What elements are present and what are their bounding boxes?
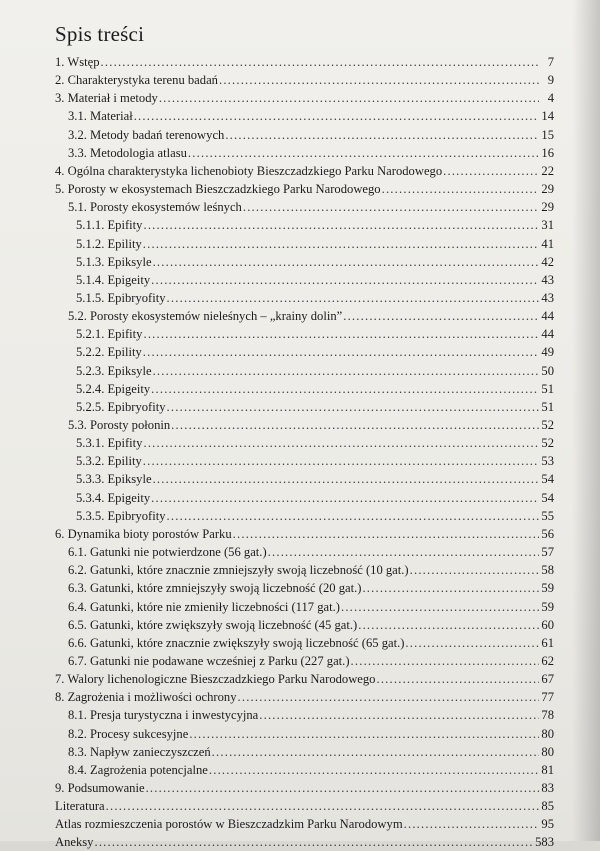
toc-leader-dots: [106, 797, 539, 815]
toc-entry-label: 5.1.4. Epigeity: [76, 272, 151, 287]
toc-leader-dots: [151, 271, 539, 289]
toc-entry-label: 5.1.5. Epibryofity: [76, 290, 166, 305]
toc-leader-dots: [376, 670, 539, 688]
toc-entry: [55, 162, 554, 180]
toc-entry-label: 6.3. Gatunki, które zmniejszyły swoją liczebność (20 gat.): [68, 581, 362, 596]
toc-entry-page: 80: [541, 744, 554, 759]
toc-entry-page: 43: [541, 290, 554, 305]
toc-entry-label: 5.3.2. Epility: [76, 454, 142, 469]
toc-leader-dots: [143, 434, 539, 452]
toc-leader-dots: [219, 71, 539, 89]
toc-leader-dots: [153, 253, 539, 271]
page-shadow: [572, 0, 600, 841]
toc-entry: [76, 216, 554, 234]
toc-entry-label: 5.3.3. Epiksyle: [76, 472, 152, 487]
toc-entry: [76, 235, 554, 253]
toc-entry-label: 8. Zagrożenia i możliwości ochrony: [55, 690, 237, 705]
toc-leader-dots: [151, 380, 539, 398]
toc-entry-label: 9. Podsumowanie: [55, 781, 145, 795]
toc-entry-label: Literatura: [55, 799, 105, 814]
toc-leader-dots: [343, 307, 539, 325]
toc-leader-dots: [268, 543, 539, 561]
toc-entry-label: 3.3. Metodologia atlasu: [68, 145, 187, 160]
toc-entry-label: 5.1.2. Epility: [76, 236, 142, 251]
toc-entry-page: 22: [541, 163, 554, 178]
toc-entry: [55, 71, 554, 89]
toc-entry-page: 50: [541, 363, 554, 378]
toc-entry-page: 44: [541, 327, 554, 342]
toc-entry: [68, 598, 554, 616]
toc-entry-page: 44: [541, 309, 554, 324]
toc-entry-label: 6.5. Gatunki, które zwiększyły swoją liczebność (45 gat.): [68, 617, 358, 632]
toc-entry-label: 5.3.1. Epifity: [76, 436, 143, 451]
toc-entry: [68, 416, 554, 434]
toc-entry: [68, 543, 554, 561]
toc-entry: [55, 670, 554, 688]
toc-leader-dots: [259, 706, 539, 724]
toc-entry-page: 42: [541, 254, 554, 269]
toc-entry: [68, 307, 554, 325]
toc-entry: [76, 507, 554, 525]
toc-entry-label: 6.7. Gatunki nie podawane wcześniej z Parku (227 gat.): [68, 653, 350, 668]
toc-entry-page: 55: [541, 508, 554, 523]
toc-leader-dots: [143, 452, 539, 470]
toc-entry-label: 5.3.5. Epibryofity: [76, 508, 166, 523]
toc-entry-label: 6.1. Gatunki nie potwierdzone (56 gat.): [68, 545, 267, 560]
toc-entry-label: 6. Dynamika bioty porostów Parku: [55, 526, 232, 541]
toc-entry-page: 85: [541, 799, 554, 814]
toc-leader-dots: [225, 126, 539, 144]
toc-leader-dots: [101, 53, 539, 71]
toc-leader-dots: [243, 198, 539, 216]
toc-entry: [68, 616, 554, 634]
toc-entry-label: 6.2. Gatunki, które znacznie zmniejszyły swoją liczebność (10 gat.): [68, 563, 409, 578]
toc-entry-page: 51: [541, 381, 554, 396]
toc-entry-page: 16: [541, 145, 554, 160]
toc-entry-label: 3.2. Metody badań terenowych: [68, 127, 225, 142]
toc-leader-dots: [188, 144, 539, 162]
toc-entry-page: 29: [541, 182, 554, 197]
toc-entry-label: 5.1.1. Epifity: [76, 218, 143, 233]
toc-entry: [76, 271, 554, 289]
toc-entry: [68, 579, 554, 597]
toc-entry-page: 83: [541, 781, 554, 795]
toc-entry: [76, 434, 554, 452]
toc-entry-page: 59: [541, 581, 554, 596]
toc-entry-page: 61: [541, 635, 554, 650]
toc-entry: [76, 452, 554, 470]
toc-entry: [76, 470, 554, 488]
toc-entry-label: 5.1. Porosty ekosystemów leśnych: [68, 200, 242, 215]
toc-entry-label: 6.6. Gatunki, które znacznie zwiększyły swoją liczebność (65 gat.): [68, 635, 405, 650]
toc-entry-label: 5.3. Porosty połonin: [68, 418, 171, 432]
toc-entry: [55, 833, 554, 851]
toc-entry-page: 67: [541, 672, 554, 687]
toc-leader-dots: [171, 416, 539, 434]
toc-entry-label: 5. Porosty w ekosystemach Bieszczadzkiego Parku Narodowego: [55, 182, 381, 197]
toc-entry: [68, 743, 554, 761]
toc-entry-page: 7: [547, 55, 554, 69]
toc-entry-label: 3.1. Materiał: [68, 109, 133, 124]
toc-entry-label: 1. Wstęp: [55, 55, 100, 69]
toc-entry-page: 81: [541, 762, 554, 777]
toc-entry-page: 62: [541, 653, 554, 668]
toc-entry: [76, 253, 554, 271]
toc-leader-dots: [212, 743, 539, 761]
toc-entry-label: 2. Charakterystyka terenu badań: [55, 73, 218, 88]
toc-entry: [76, 398, 554, 416]
toc-entry-page: 80: [541, 726, 554, 741]
toc-entry-label: 5.2.2. Epility: [76, 345, 142, 360]
toc-leader-dots: [341, 598, 539, 616]
toc-entry: [55, 180, 554, 198]
toc-entry-page: 43: [541, 272, 554, 287]
toc-entry-label: 5.3.4. Epigeity: [76, 490, 151, 505]
toc-entry: [68, 144, 554, 162]
toc-entry-page: 29: [541, 200, 554, 215]
toc-entry-page: 78: [541, 708, 554, 723]
toc-leader-dots: [362, 579, 539, 597]
toc-entry: [55, 53, 554, 71]
toc-entry-page: 31: [541, 218, 554, 233]
toc-entry-label: 5.1.3. Epiksyle: [76, 254, 152, 269]
toc-entry: [68, 761, 554, 779]
toc-entry: [76, 289, 554, 307]
toc-entry-page: 15: [541, 127, 554, 142]
toc-leader-dots: [167, 507, 539, 525]
toc-entry-page: 52: [541, 436, 554, 451]
toc-entry-label: Atlas rozmieszczenia porostów w Bieszczadzkim Parku Narodowym: [55, 817, 403, 832]
toc-leader-dots: [151, 489, 539, 507]
toc-entry-page: 14: [541, 109, 554, 124]
toc-leader-dots: [405, 634, 539, 652]
toc-entry-label: 4. Ogólna charakterystyka lichenobioty Bieszczadzkiego Parku Narodowego: [55, 163, 443, 178]
toc-entry-page: 54: [541, 490, 554, 505]
toc-entry-page: 4: [547, 91, 554, 106]
toc-leader-dots: [143, 235, 539, 253]
toc-leader-dots: [382, 180, 539, 198]
toc-leader-dots: [167, 289, 539, 307]
toc-entry-label: 8.2. Procesy sukcesyjne: [68, 726, 189, 741]
toc-entry-page: 95: [541, 817, 554, 832]
toc-entry-page: 56: [541, 526, 554, 541]
toc-entry: [55, 815, 554, 833]
toc-entry-label: 5.2.1. Epifity: [76, 327, 143, 342]
toc-leader-dots: [404, 815, 539, 833]
toc-leader-dots: [146, 779, 539, 797]
toc-entry: [55, 688, 554, 706]
toc-leader-dots: [143, 325, 539, 343]
toc-entry: [68, 126, 554, 144]
toc-leader-dots: [153, 362, 539, 380]
toc-entry-label: 7. Walory lichenologiczne Bieszczadzkiego Parku Narodowego: [55, 672, 376, 687]
toc-entry-page: 54: [541, 472, 554, 487]
toc-leader-dots: [143, 343, 539, 361]
toc-entry-label: 5.2.5. Epibryofity: [76, 399, 166, 414]
toc-entry: [76, 362, 554, 380]
toc-entry-label: 6.4. Gatunki, które nie zmieniły liczebności (117 gat.): [68, 599, 340, 614]
toc-leader-dots: [143, 216, 539, 234]
toc-leader-dots: [410, 561, 539, 579]
toc-entry: [76, 325, 554, 343]
toc-entry-page: 583: [535, 835, 554, 850]
toc-entry-label: 5.2.4. Epigeity: [76, 381, 151, 396]
toc-leader-dots: [443, 162, 539, 180]
toc-entry-label: 8.1. Presja turystyczna i inwestycyjna: [68, 708, 259, 723]
toc-leader-dots: [189, 725, 539, 743]
toc-entry-page: 77: [541, 690, 554, 705]
toc-leader-dots: [159, 89, 539, 107]
toc-entry-page: 49: [541, 345, 554, 360]
toc-entry-label: 8.4. Zagrożenia potencjalne: [68, 762, 208, 777]
toc-leader-dots: [238, 688, 539, 706]
toc-leader-dots: [351, 652, 539, 670]
toc-leader-dots: [209, 761, 539, 779]
toc-entry-page: 52: [541, 418, 554, 432]
toc-entry-label: 8.3. Napływ zanieczyszczeń: [68, 744, 211, 759]
toc-entry: [76, 489, 554, 507]
toc-entry: [55, 525, 554, 543]
toc-entry-page: 59: [541, 599, 554, 614]
toc-entry-page: 53: [541, 454, 554, 469]
toc-entry-page: 9: [547, 73, 554, 88]
toc-leader-dots: [358, 616, 539, 634]
toc-entry-page: 60: [541, 617, 554, 632]
toc-leader-dots: [134, 107, 539, 125]
toc-entry: [68, 198, 554, 216]
toc-entry-label: 3. Materiał i metody: [55, 91, 158, 106]
page-title: Spis treści: [55, 22, 145, 46]
toc-entry-page: 58: [541, 563, 554, 578]
toc-leader-dots: [167, 398, 539, 416]
toc-leader-dots: [233, 525, 539, 543]
toc-entry: [55, 779, 554, 797]
toc-entry: [76, 380, 554, 398]
toc-entry: [68, 107, 554, 125]
toc-entry-page: 51: [541, 399, 554, 414]
toc-entry-page: 57: [541, 545, 554, 560]
toc-entry: [68, 725, 554, 743]
toc-leader-dots: [94, 833, 534, 851]
toc-entry: [55, 89, 554, 107]
toc-entry: [76, 343, 554, 361]
toc-entry-page: 41: [541, 236, 554, 251]
toc-entry: [68, 561, 554, 579]
toc-entry: [55, 797, 554, 815]
toc-entry-label: 5.2.3. Epiksyle: [76, 363, 152, 378]
toc-entry-label: 5.2. Porosty ekosystemów nieleśnych – „krainy dolin”: [68, 309, 343, 324]
toc-leader-dots: [153, 470, 539, 488]
toc-entry: [68, 652, 554, 670]
toc-entry: [68, 706, 554, 724]
toc-entry: [68, 634, 554, 652]
toc-entry-label: Aneksy: [55, 835, 94, 850]
